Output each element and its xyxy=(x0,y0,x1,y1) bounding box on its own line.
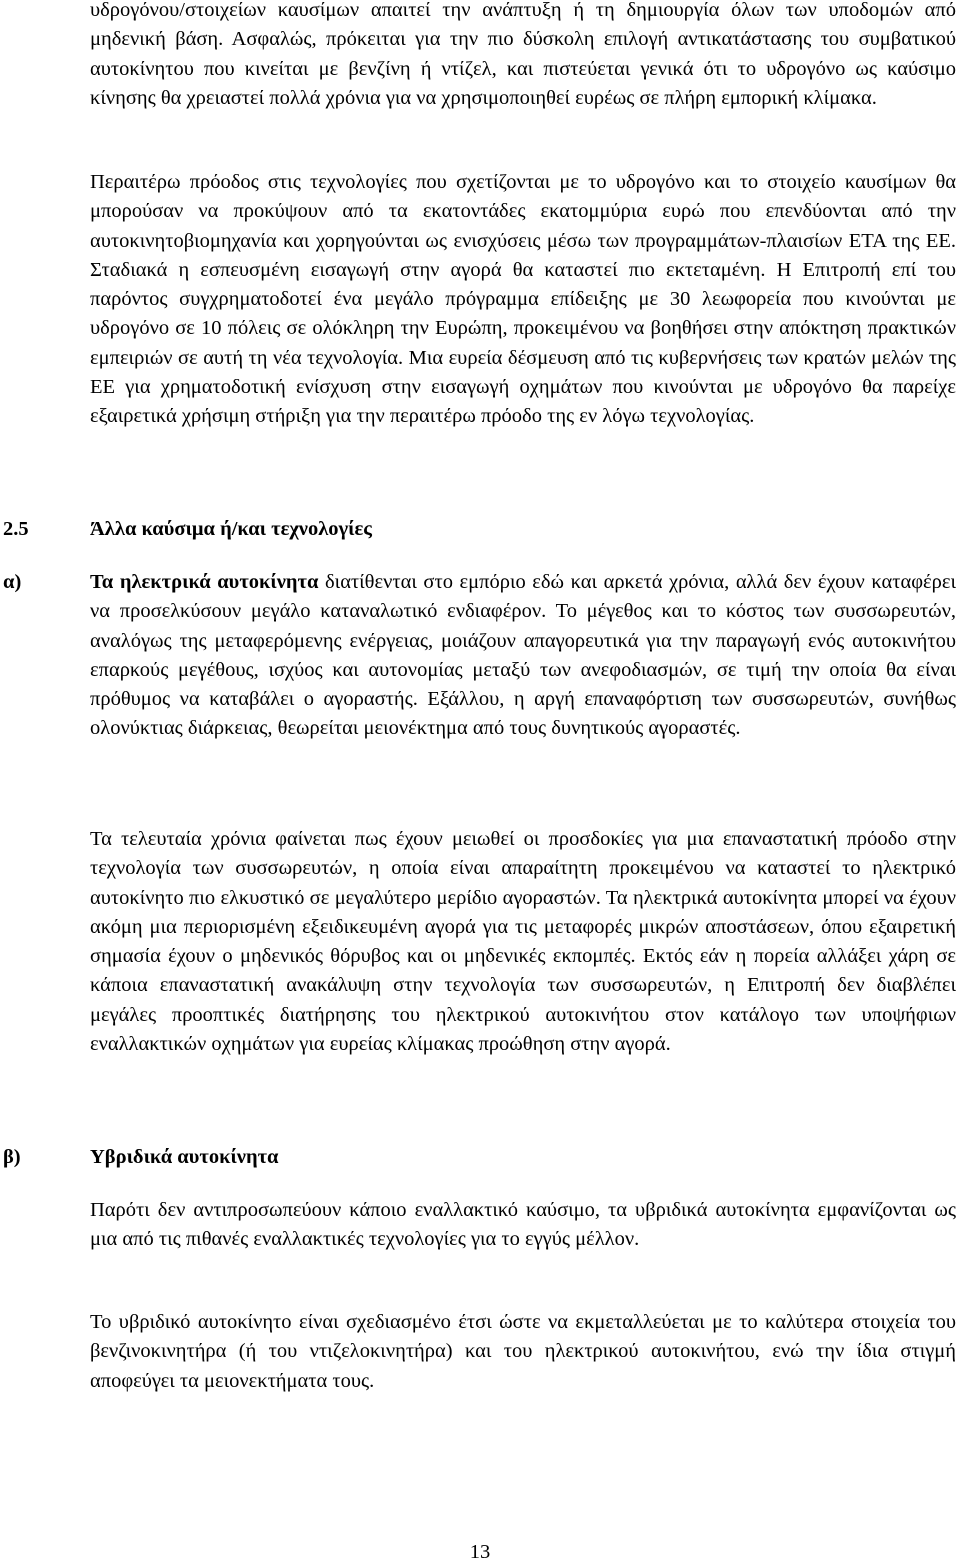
section-number: 2.5 xyxy=(3,518,29,540)
section-title: Άλλα καύσιμα ή/και τεχνολογίες xyxy=(90,518,372,540)
page-number: 13 xyxy=(469,1541,491,1563)
paragraph-electric-cars xyxy=(90,568,956,744)
list-marker-a: α) xyxy=(3,571,22,593)
paragraph-further-progress: Περαιτέρω πρόοδος στις τεχνολογίες που σχετίζονται με το υδρογόνο και το στοιχείο καυσίμων θα μπορούσαν να προκύψουν από τα εκατοντάδες εκατομμύρια ευρώ που επενδύονται από την αυτοκινητοβιομηχανία και χορηγούνται ως ενισχύσεις μέσω των προγραμμάτων-πλαισίων ΕΤΑ της ΕΕ. Σταδιακά η εσπευσμένη εισαγωγή στην αγορά θα καταστεί πιο εκτεταμένη. Η Επιτροπή επί του παρόντος συγχρηματοδοτεί ένα μεγάλο πρόγραμμα επίδειξης με 30 λεωφορεία που κινούνται με υδρογόνο σε 10 πόλεις σε ολόκληρη την Ευρώπη, προκειμένου να βοηθήσει στην απόκτηση πρακτικών εμπειριών σε αυτή τη νέα τεχνολογία. Μια ευρεία δέσμευση από τις κυβερνήσεις των κρατών μελών της ΕΕ για χρηματοδοτική ενίσχυση στην εισαγωγή οχημάτων που κινούνται με υδρογόνο θα παρείχε εξαιρετικά χρήσιμη στήριξη για την περαιτέρω πρόοδο της εν λόγω τεχνολογίας. xyxy=(90,171,956,428)
paragraph-hybrid-design: Το υβριδικό αυτοκίνητο είναι σχεδιασμένο έτσι ώστε να εκμεταλλεύεται με το καλύτερα στοιχεία του βενζινοκινητήρα (ή του ντιζελοκινητήρα) και του ηλεκτρικού αυτοκινήτου, ενώ την ίδια στιγμή αποφεύγει τα μειονεκτήματα τους. xyxy=(90,1311,956,1392)
paragraph-battery-expectations: Τα τελευταία χρόνια φαίνεται πως έχουν μειωθεί οι προσδοκίες για μια επαναστατική πρόοδο στην τεχνολογία των συσσωρευτών, η οποία είναι απαραίτητη προκειμένου να καταστεί το ηλεκτρικό αυτοκίνητο πιο ελκυστικό σε μεγαλύτερο μερίδιο αγοραστών. Τα ηλεκτρικά αυτοκίνητα μπορεί να έχουν ακόμη μια περιορισμένη εξειδικευμένη αγορά για τις μεταφορές μικρών αποστάσεων, όπου εξαιρετική σημασία έχουν ο μηδενικός θόρυβος και οι μηδενικές εκπομπές. Εκτός εάν η πορεία αλλάξει χάρη σε κάποια επαναστατική ανακάλυψη στην τεχνολογία των συσσωρευτών, η Επιτροπή δεν διαβλέπει μεγάλες προοπτικές διατήρησης του ηλεκτρικού αυτοκινήτου στον κατάλογο των υποψήφιων εναλλακτικών οχημάτων για ευρείας κλίμακας προώθηση στην αγορά. xyxy=(90,828,956,1056)
paragraph-hydrogen-infrastructure: υδρογόνου/στοιχείων καυσίμων απαιτεί την ανάπτυξη ή τη δημιουργία όλων των υποδομών από μηδενική βάση. Ασφαλώς, πρόκειται για την πιο δύσκολη επιλογή αντικατάστασης του συμβατικού αυτοκίνητου που κινείται με βενζίνη ή ντίζελ, και πιστεύεται γενικά ότι το υδρογόνο ως καύσιμο κίνησης θα χρειαστεί πολλά χρόνια για να χρησιμοποιηθεί ευρέως σε πλήρη εμπορική κλίμακα. xyxy=(90,0,956,109)
electric-cars-term: Τα ηλεκτρικά αυτοκίνητα xyxy=(90,571,319,593)
electric-cars-text: διατίθενται στο εμπόριο εδώ και αρκετά χρόνια, αλλά δεν έχουν καταφέρει να προσελκύσουν μεγάλο καταναλωτικό ενδιαφέρον. Το μέγεθος και το κόστος των συσσωρευτών, αναλόγως της μεταφερόμενης ενέργειας, μοιάζουν απαγορευτικά για την παραγωγή ενός αυτοκινήτου επαρκούς μεγέθους, ισχύος και αυτονομίας μεταξύ των ανεφοδιασμών, σε τιμή την οποία θα είναι πρόθυμος να καταβάλει ο αγοραστής. Εξάλλου, η αργή επαναφόρτιση των συσσωρευτών, συνήθως ολονύκτιας διάρκειας, θεωρείται μειονέκτημα από τους δυνητικούς αγοραστές. xyxy=(90,571,956,740)
list-marker-b: β) xyxy=(3,1146,21,1168)
paragraph-hybrid-intro: Παρότι δεν αντιπροσωπεύουν κάποιο εναλλακτικό καύσιμο, τα υβριδικά αυτοκίνητα εμφανίζονται ως μια από τις πιθανές εναλλακτικές τεχνολογίες για το εγγύς μέλλον. xyxy=(90,1199,956,1251)
hybrid-cars-heading: Υβριδικά αυτοκίνητα xyxy=(90,1146,279,1168)
